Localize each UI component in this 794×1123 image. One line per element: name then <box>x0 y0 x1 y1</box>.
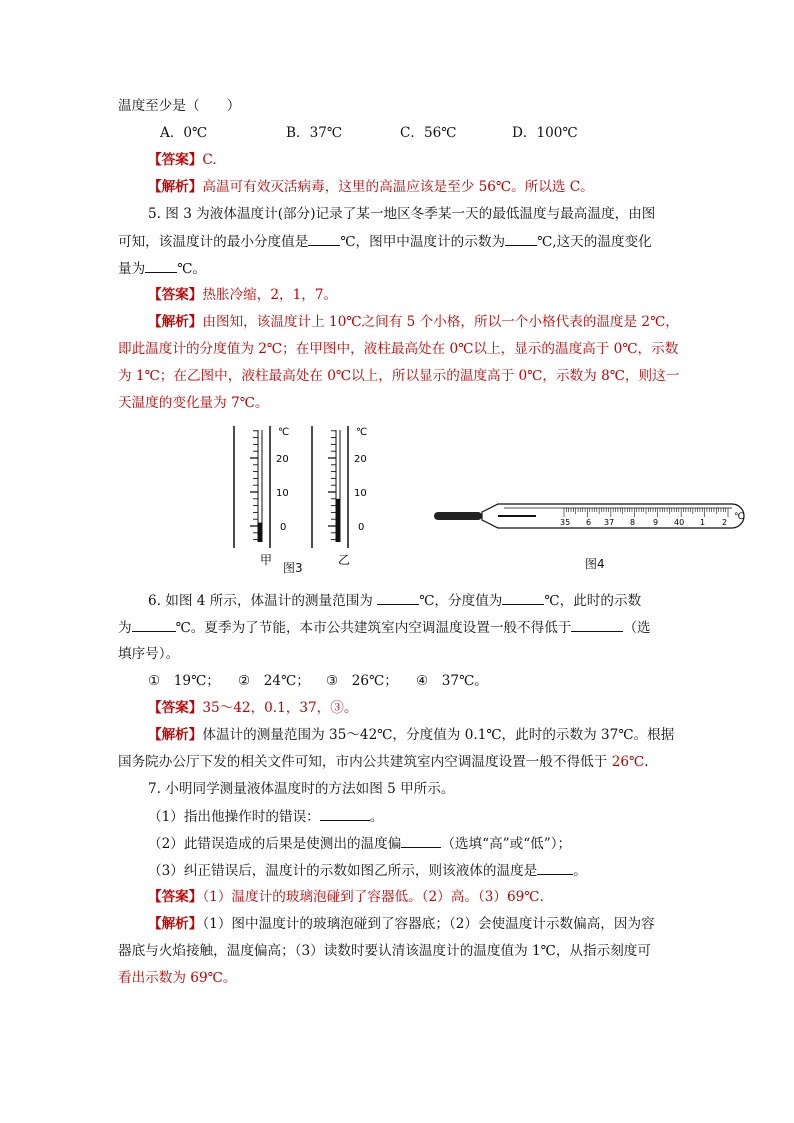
q7-sub2 <box>148 833 708 854</box>
q6-text: ℃，此时的示数 <box>544 593 642 609</box>
answer-blank <box>502 590 544 605</box>
scale-label: 35 <box>560 518 571 527</box>
q6-analysis <box>148 725 708 745</box>
q7-text: （选填“高”或“低”）； <box>441 836 572 852</box>
answer-tag: 【答案】 <box>148 889 203 905</box>
q5-stem-line1: 5. 图 3 为液体温度计(部分)记录了某一地区冬季某一天的最低温度与最高温度，由图 <box>148 206 656 222</box>
scale-label: 6 <box>586 518 592 527</box>
q7-sub1 <box>148 806 708 827</box>
q6-text: （选 <box>623 620 651 636</box>
answer-blank <box>537 860 573 875</box>
analysis-tag: 【解析】 <box>148 179 203 195</box>
answer-blank <box>571 617 623 632</box>
q7-analysis <box>148 914 708 934</box>
q7-sub3 <box>148 860 708 881</box>
tick-label-20: 20 <box>276 454 289 465</box>
tick-label-0: 0 <box>358 522 365 533</box>
label-jia: 甲 <box>260 553 273 567</box>
q6-stem-line1 <box>148 590 708 611</box>
analysis-text: （1）图中温度计的玻璃泡碰到了容器底；（2）会使温度计示数偏高，因为容 <box>202 916 655 932</box>
analysis-text: . <box>644 754 649 770</box>
q4-answer <box>148 150 708 170</box>
q4-stem-tail: 温度至少是（ ） <box>118 98 241 114</box>
q7-text: 。 <box>573 863 587 879</box>
analysis-text: 由图知，该温度计上 10℃之间有 5 个小格，所以一个小格代表的温度是 2℃， <box>202 314 679 330</box>
q5-analysis-line2: 即此温度计的分度值为 2℃；在甲图中，液柱最高处在 0℃以上，显示的温度高于 0℃，示数 <box>118 341 679 357</box>
thermometer-bulb <box>434 512 482 520</box>
answer-blank <box>132 617 176 632</box>
scale-label: 9 <box>653 518 659 527</box>
q4-analysis <box>148 177 708 197</box>
q6-text: ℃，分度值为 <box>419 593 503 609</box>
q6-choice-3: ③ 26℃； <box>326 673 398 689</box>
tick-marks <box>250 431 258 540</box>
scale-label: 37 <box>604 518 615 527</box>
q5-text: ℃，图甲中温度计的示数为 <box>340 234 506 250</box>
analysis-value: 26℃ <box>611 754 645 770</box>
tick-label-10: 10 <box>354 488 367 499</box>
mercury-column-jia <box>258 523 262 542</box>
analysis-text: 体温计的测量范围为 35～42℃，分度值为 0.1℃，此时的示数为 37℃。根据 <box>202 727 675 743</box>
q6-stem-line2 <box>118 617 678 638</box>
answer-tag: 【答案】 <box>148 287 203 303</box>
analysis-text: 国务院办公厅下发的相关文件可知，市内公共建筑室内空调温度设置一般不得低于 <box>118 754 612 770</box>
unit-label: ℃ <box>356 427 368 438</box>
q5-text: 可知，该温度计的最小分度值是 <box>118 234 309 250</box>
q6-stem-line3: 填序号）。 <box>118 646 180 662</box>
q6-choice-2: ② 24℃； <box>238 673 310 689</box>
answer-text: 35～42，0.1，37，③。 <box>202 700 358 716</box>
q7-stem-line1: 7. 小明同学测量液体温度时的方法如图 5 甲所示。 <box>148 781 455 797</box>
q6-text: ℃。夏季为了节能，本市公共建筑室内空调温度设置一般不得低于 <box>175 620 572 636</box>
tick-label-0: 0 <box>280 522 287 533</box>
tick-label-20: 20 <box>354 454 367 465</box>
scale-label: 40 <box>674 518 685 527</box>
q6-answer <box>148 698 708 718</box>
q6-choice-1: ① 19℃； <box>148 673 220 689</box>
unit-label: ℃ <box>734 512 745 522</box>
answer-text: 热胀冷缩，2，1，7。 <box>202 287 338 303</box>
q7-answer <box>148 887 708 907</box>
unit-label: ℃ <box>278 427 290 438</box>
answer-blank <box>145 258 177 273</box>
q7-text: （2）此错误造成的后果是使测出的温度偏 <box>148 836 402 852</box>
q6-choice-4: ④ 37℃。 <box>416 673 488 689</box>
tick-label-10: 10 <box>276 488 289 499</box>
answer-blank <box>308 231 340 246</box>
analysis-tag: 【解析】 <box>148 314 203 330</box>
q5-answer <box>148 285 708 305</box>
tick-marks <box>328 431 336 540</box>
answer-blank <box>320 806 370 821</box>
figure-4-caption: 图4 <box>585 557 605 571</box>
q4-option-b: B．37℃ <box>286 125 343 141</box>
answer-blank <box>401 833 441 848</box>
q6-text: 6. 如图 4 所示，体温计的测量范围为 <box>148 593 378 609</box>
q7-text: （3）纠正错误后，温度计的示数如图乙所示，则该液体的温度是 <box>148 863 538 879</box>
scale-label: 8 <box>630 518 636 527</box>
q7-text: （1）指出他操作时的错误： <box>148 809 320 825</box>
figure-4-clinical-thermometer <box>432 498 750 534</box>
q5-analysis-line3: 为 1℃；在乙图中，液柱最高处在 0℃以上，所以显示的温度高于 0℃，示数为 8℃，则这一 <box>118 368 680 384</box>
q7-text: 。 <box>369 809 384 825</box>
analysis-text: 高温可有效灭活病毒，这里的高温应该是至少 56℃。所以选 C。 <box>202 179 594 195</box>
q5-stem-line3 <box>118 258 678 279</box>
q6-text: 为 <box>118 620 132 636</box>
thermometer-jia <box>234 426 289 567</box>
q4-option-d: D．100℃ <box>512 125 578 141</box>
q6-analysis-line2 <box>118 752 678 772</box>
q5-text: ℃,这天的温度变化 <box>537 234 652 250</box>
q5-text: ℃。 <box>177 261 206 277</box>
q5-analysis-line4: 天温度的变化量为 7℃。 <box>118 395 269 411</box>
answer-tag: 【答案】 <box>148 700 203 716</box>
figure-3-thermometers <box>228 424 384 574</box>
q7-analysis-line3: 看出示数为 69℃。 <box>118 970 237 986</box>
q5-text: 量为 <box>118 261 146 277</box>
q5-stem-line2 <box>118 231 678 252</box>
answer-text: （1）温度计的玻璃泡碰到了容器低。（2）高。（3）69℃. <box>202 889 544 905</box>
thermometer-yi <box>312 426 367 567</box>
scale-label: 1 <box>700 518 706 527</box>
answer-tag: 【答案】 <box>148 152 203 168</box>
scale-label: 2 <box>722 518 728 527</box>
mercury-column-yi <box>336 499 340 542</box>
tick-marks <box>564 508 728 517</box>
q4-option-a: A．0℃ <box>160 125 208 141</box>
q5-analysis <box>148 312 708 332</box>
q7-analysis-line2: 器底与火焰接触，温度偏高；（3）读数时要认清该温度计的温度值为 1℃，从指示刻度可 <box>118 943 651 959</box>
figure-3-caption: 图3 <box>283 561 303 575</box>
answer-blank <box>505 231 537 246</box>
answer-text: C. <box>202 152 217 168</box>
answer-blank <box>377 590 419 605</box>
analysis-tag: 【解析】 <box>148 916 203 932</box>
q4-option-c: C．56℃ <box>400 125 457 141</box>
label-yi: 乙 <box>338 553 351 567</box>
analysis-tag: 【解析】 <box>148 727 203 743</box>
